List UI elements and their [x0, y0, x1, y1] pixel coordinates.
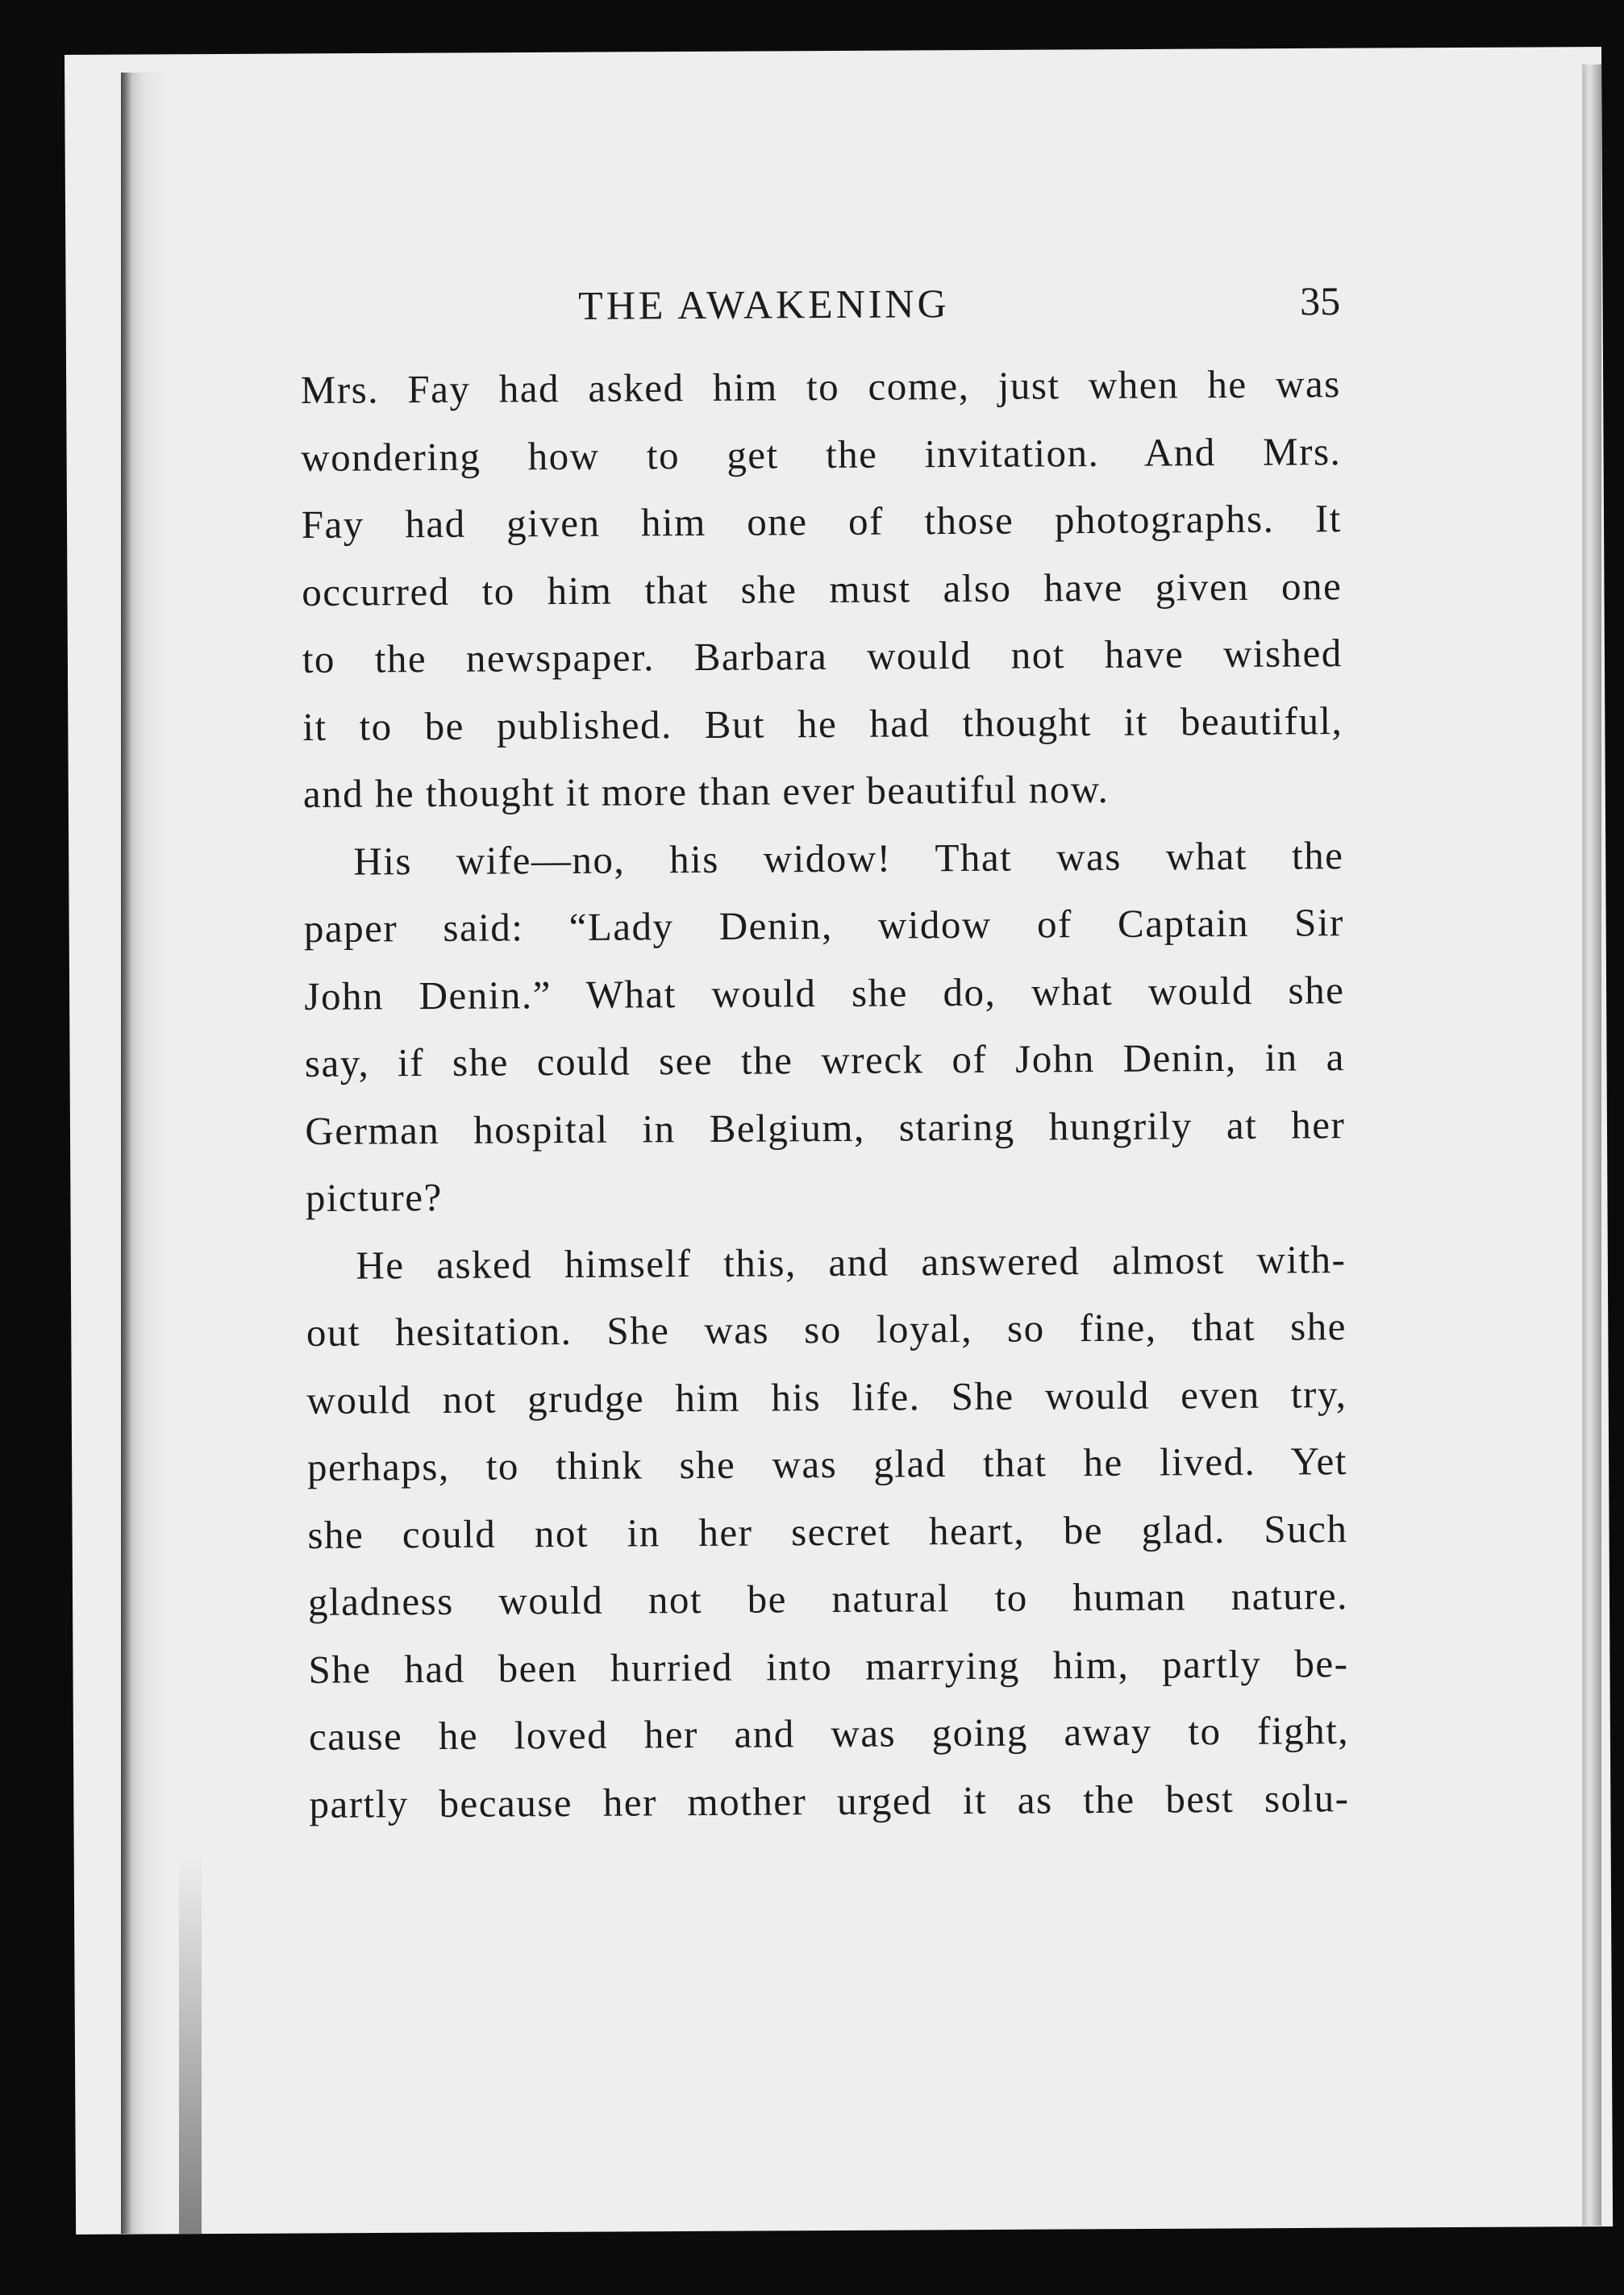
text-line: would not grudge him his life. She would even try, — [306, 1371, 1347, 1422]
page-text — [300, 277, 1350, 1838]
text-line: partly because her mother urged it as the best solu- — [309, 1775, 1350, 1826]
text-line: out hesitation. She was so loyal, so fine, that she — [306, 1304, 1347, 1355]
text-line: She had been hurried into marrying him, partly be- — [308, 1640, 1349, 1692]
paragraph — [306, 1226, 1350, 1838]
text-line: say, if she could see the wreck of John Denin, in a — [304, 1035, 1346, 1085]
page-number: 35 — [1299, 278, 1341, 324]
text-line: His wife—no, his widow! That was what the — [353, 832, 1344, 884]
text-line: paper said: “Lady Denin, widow of Captain Sir — [303, 900, 1345, 951]
text-line: wondering how to get the invitation. And Mrs. — [301, 428, 1342, 480]
text-line: Mrs. Fay had asked him to come, just when he was — [300, 361, 1341, 412]
text-line: He asked himself this, and answered almost with- — [356, 1236, 1347, 1288]
text-line: German hospital in Belgium, staring hungrily at her — [305, 1102, 1346, 1153]
text-line: cause he loved her and was going away to fight, — [308, 1708, 1350, 1759]
text-line: and he thought it more than ever beautiful now. — [302, 766, 1110, 816]
text-line: to the newspaper. Barbara would not have wished — [302, 631, 1343, 681]
gutter-shadow — [179, 1855, 202, 2234]
paragraph — [301, 350, 1344, 827]
text-line: she could not in her secret heart, be glad. Such — [307, 1506, 1348, 1557]
text-line: picture? — [305, 1174, 443, 1220]
page-edge — [1582, 65, 1601, 2226]
text-line: John Denin.” What would she do, what would she — [304, 967, 1345, 1018]
text-line: Fay had given him one of those photographs. It — [301, 496, 1342, 547]
text-line: gladness would not be natural to human nature. — [307, 1573, 1349, 1624]
paragraph — [303, 822, 1346, 1232]
running-title: THE AWAKENING — [577, 281, 950, 328]
running-head — [300, 277, 1341, 356]
text-line: occurred to him that she must also have given one — [302, 563, 1343, 614]
text-line: perhaps, to think she was glad that he lived. Yet — [306, 1439, 1348, 1489]
text-line: it to be published. But he had thought it beautiful, — [302, 698, 1343, 749]
